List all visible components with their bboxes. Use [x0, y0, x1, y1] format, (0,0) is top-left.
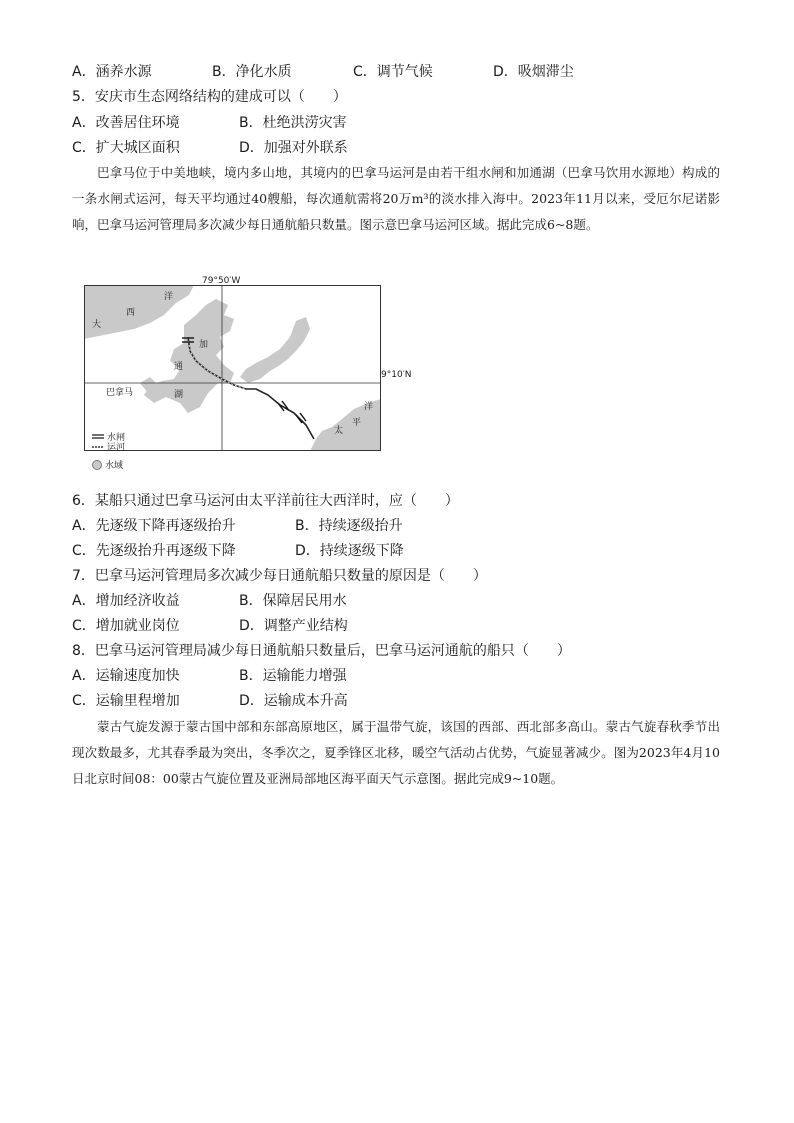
- country-label: 巴拿马: [106, 388, 134, 398]
- q7-option-b[interactable]: B．保障居民用水: [239, 593, 347, 609]
- q5-option-b[interactable]: B．杜绝洪涝灾害: [239, 115, 347, 131]
- q6-option-a[interactable]: A．先逐级下降再逐级抬升: [72, 518, 236, 534]
- q7-option-d[interactable]: D．调整产业结构: [239, 618, 348, 634]
- panama-canal-map: [84, 276, 381, 453]
- q7-option-a[interactable]: A．增加经济收益: [72, 593, 180, 609]
- q8-option-d[interactable]: D．运输成本升高: [239, 693, 348, 709]
- q7-option-c[interactable]: C．增加就业岗位: [72, 618, 180, 634]
- q5-option-c[interactable]: C．扩大城区面积: [72, 140, 180, 156]
- atlantic-char-3: 洋: [164, 292, 174, 302]
- atlantic-char-2: 西: [126, 308, 136, 318]
- water-swatch-icon: [92, 460, 102, 470]
- q6-option-d[interactable]: D．持续逐级下降: [295, 543, 404, 559]
- q5-option-a[interactable]: A．改善居住环境: [72, 115, 180, 131]
- passage-mongolian-cyclone: 蒙古气旋发源于蒙古国中部和东部高原地区，属于温带气旋，该国的西部、西北部多高山。蒙古气旋春秋季节出现次数最多，尤其春季最为突出，冬季次之，夏季锋区北移，暖空气活动占优势，气旋显著减少。图为2023年4月10日北京时间08：00蒙古气旋位置及亚洲局部地区海平面天气示意图。据此完成9~10题。: [72, 719, 720, 786]
- q4-option-d[interactable]: D．吸烟滞尘: [493, 64, 574, 80]
- q6-option-c[interactable]: C．先逐级抬升再逐级下降: [72, 543, 236, 559]
- q8-option-b[interactable]: B．运输能力增强: [239, 668, 347, 684]
- q4-option-a[interactable]: A．涵养水源: [72, 64, 152, 80]
- legend-lock: 水闸: [107, 433, 126, 443]
- q8-option-a[interactable]: A．运输速度加快: [72, 668, 180, 684]
- legend-canal: 运河: [107, 443, 126, 453]
- q6-stem: 6．某船只通过巴拿马运河由太平洋前往大西洋时，应（ ）: [72, 493, 459, 509]
- lat-label: 9°10′N: [381, 370, 412, 380]
- pacific-char-3: 洋: [364, 402, 374, 412]
- lake-char-1: 加: [199, 340, 209, 350]
- passage-panama: 巴拿马位于中美地峡，境内多山地，其境内的巴拿马运河是由若干组水闸和加通湖（巴拿马饮用水源地）构成的一条水闸式运河，每天平均通过40艘船，每次通航需将20万m³的淡水排入海中。2023年11月以来，受厄尔尼诺影响，巴拿马运河管理局多次减少每日通航船只数量。图示意巴拿马运河区域。据此完成6~8题。: [72, 165, 720, 232]
- pacific-char-2: 平: [352, 418, 362, 428]
- lake-char-3: 湖: [174, 390, 184, 400]
- q4-option-b[interactable]: B．净化水质: [212, 64, 292, 80]
- atlantic-char-1: 大: [92, 320, 102, 330]
- legend-water: 水域: [105, 461, 124, 471]
- q5-stem: 5．安庆市生态网络结构的建成可以（ ）: [72, 89, 347, 105]
- lon-label: 79°50′W: [202, 276, 241, 286]
- q8-stem: 8．巴拿马运河管理局减少每日通航船只数量后，巴拿马运河通航的船只（ ）: [72, 643, 571, 659]
- q7-stem: 7．巴拿马运河管理局多次减少每日通航船只数量的原因是（ ）: [72, 568, 487, 584]
- q5-option-d[interactable]: D．加强对外联系: [239, 140, 348, 156]
- legend-water-row: [92, 458, 123, 471]
- pacific-char-1: 太: [334, 426, 344, 436]
- q6-option-b[interactable]: B．持续逐级抬升: [295, 518, 403, 534]
- q8-option-c[interactable]: C．运输里程增加: [72, 693, 180, 709]
- lake-char-2: 通: [174, 362, 184, 372]
- q4-option-c[interactable]: C．调节气候: [353, 64, 433, 80]
